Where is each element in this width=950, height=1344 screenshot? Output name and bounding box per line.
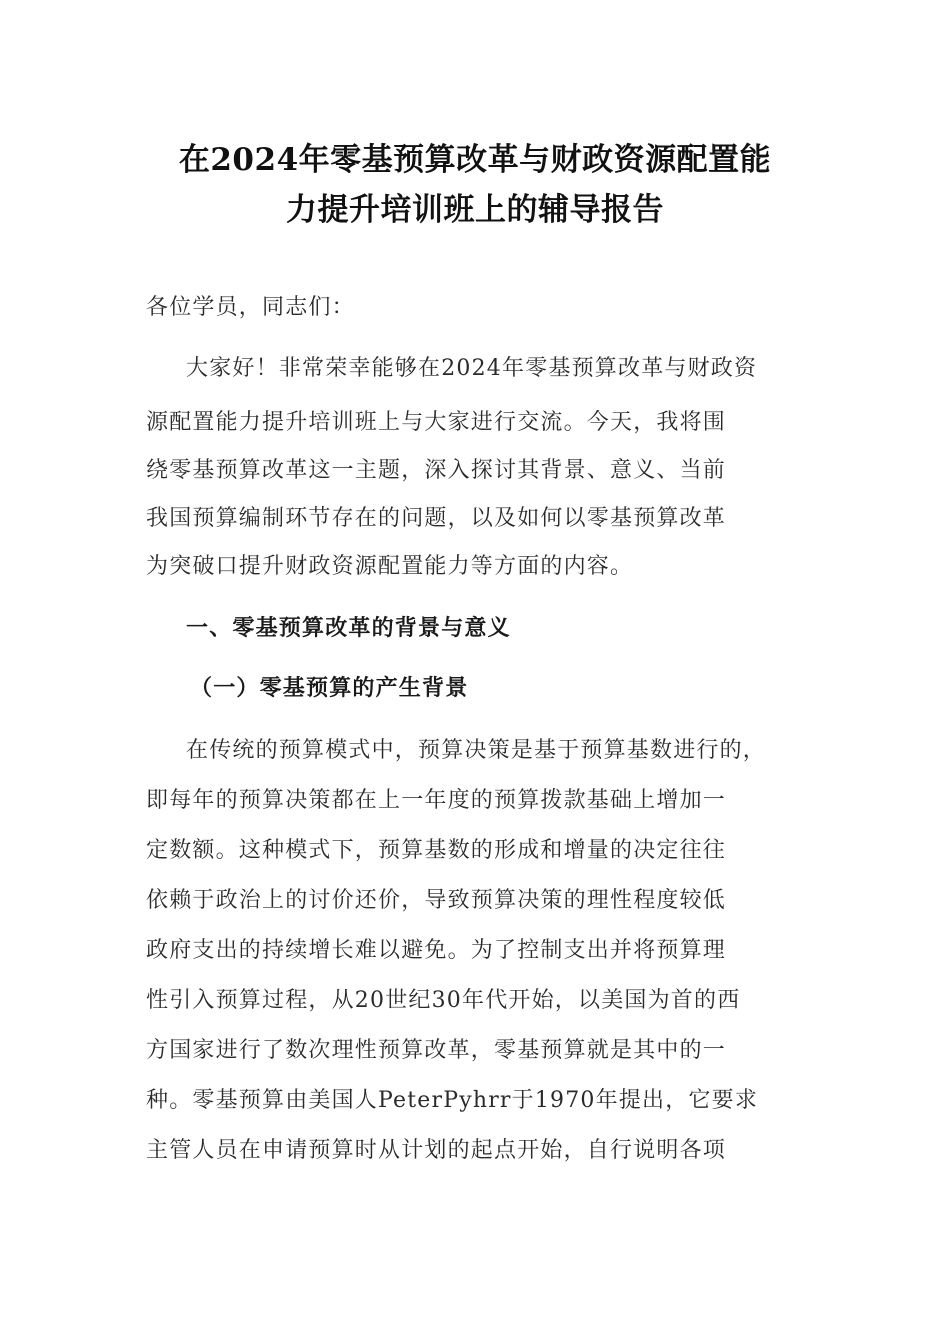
body-line: 种。零基预算由美国人PeterPyhrr于1970年提出，它要求 bbox=[146, 1088, 759, 1113]
intro-line: 我国预算编制环节存在的问题，以及如何以零基预算改革 bbox=[146, 506, 727, 531]
intro-line: 为突破口提升财政资源配置能力等方面的内容。 bbox=[146, 554, 634, 579]
body-line: 即每年的预算决策都在上一年度的预算拨款基础上增加一 bbox=[146, 788, 727, 813]
salutation: 各位学员，同志们： bbox=[146, 295, 355, 320]
body-line: 性引入预算过程，从20世纪30年代开始，以美国为首的西 bbox=[146, 988, 741, 1013]
intro-line: 绕零基预算改革这一主题，深入探讨其背景、意义、当前 bbox=[146, 458, 727, 483]
document-title-line-1: 在2024年零基预算改革与财政资源配置能 bbox=[178, 142, 772, 178]
intro-line: 源配置能力提升培训班上与大家进行交流。今天，我将围 bbox=[146, 410, 727, 435]
section-heading: 一、零基预算改革的背景与意义 bbox=[186, 615, 511, 641]
body-line: 政府支出的持续增长难以避免。为了控制支出并将预算理 bbox=[146, 938, 727, 963]
intro-line: 大家好！非常荣幸能够在2024年零基预算改革与财政资 bbox=[186, 356, 758, 381]
body-line: 主管人员在申请预算时从计划的起点开始，自行说明各项 bbox=[146, 1138, 727, 1163]
body-line: 依赖于政治上的讨价还价，导致预算决策的理性程度较低 bbox=[146, 888, 727, 913]
document-title-line-2: 力提升培训班上的辅导报告 bbox=[286, 192, 664, 228]
subsection-heading: （一）零基预算的产生背景 bbox=[190, 675, 469, 701]
body-line: 定数额。这种模式下，预算基数的形成和增量的决定往往 bbox=[146, 838, 727, 863]
body-line: 在传统的预算模式中，预算决策是基于预算基数进行的， bbox=[186, 738, 767, 763]
body-line: 方国家进行了数次理性预算改革，零基预算就是其中的一 bbox=[146, 1038, 727, 1063]
